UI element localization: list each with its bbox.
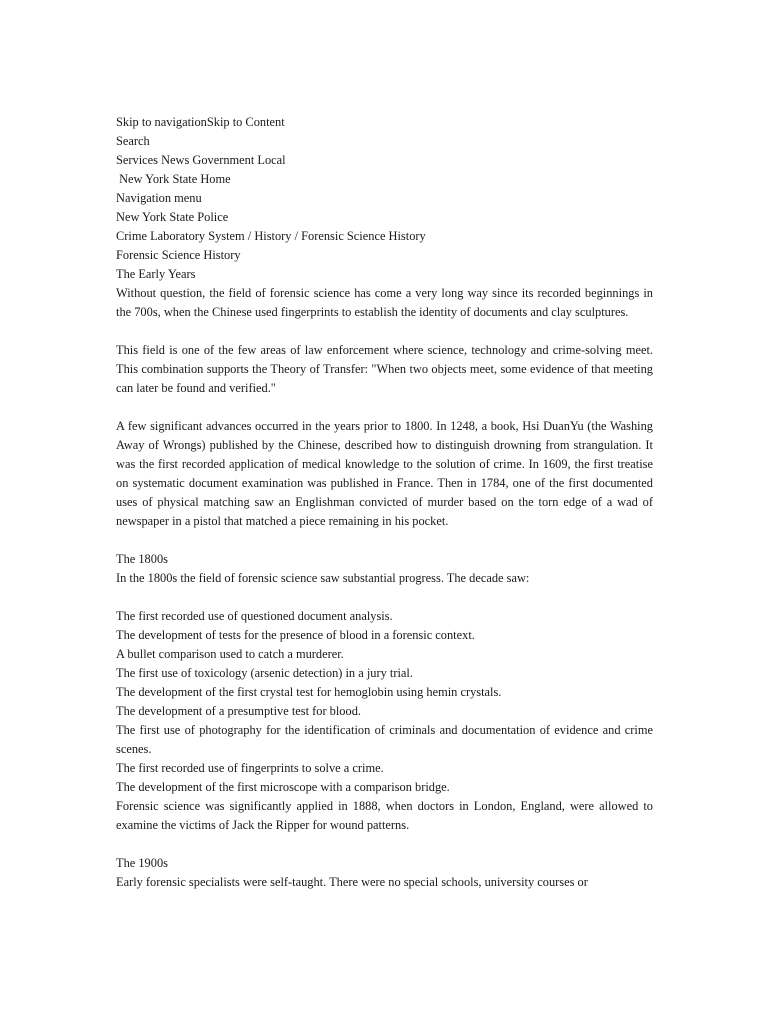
1800s-intro: In the 1800s the field of forensic science saw substantial progress. The decade saw: bbox=[116, 571, 530, 585]
skip-links bbox=[116, 113, 653, 132]
list-item: The first use of toxicology (arsenic detection) in a jury trial. bbox=[116, 666, 413, 680]
paragraph-gap bbox=[116, 322, 653, 341]
early-years-heading: The Early Years bbox=[116, 267, 196, 281]
skip-to-navigation-link[interactable]: Skip to navigation bbox=[116, 115, 207, 129]
paragraph-gap bbox=[116, 398, 653, 417]
list-item: The first recorded use of questioned document analysis. bbox=[116, 609, 393, 623]
list-item: The development of tests for the presence of blood in a forensic context. bbox=[116, 628, 475, 642]
agency-name-link[interactable]: New York State Police bbox=[116, 210, 229, 224]
list-item: A bullet comparison used to catch a murderer. bbox=[116, 647, 344, 661]
list-item: The development of the first crystal test for hemoglobin using hemin crystals. bbox=[116, 685, 502, 699]
list-item: Forensic science was significantly applied in 1888, when doctors in London, England, were allowed to examine the victims of Jack the Ripper for wound patterns. bbox=[116, 799, 653, 832]
1800s-list bbox=[116, 607, 653, 835]
early-years-paragraph-2: This field is one of the few areas of law enforcement where science, technology and crime-solving meet. This combination supports the Theory of Transfer: "When two objects meet, some evidence of that meeting can later be found and verified." bbox=[116, 343, 653, 395]
list-item: The first recorded use of fingerprints to solve a crime. bbox=[116, 761, 384, 775]
1800s-heading: The 1800s bbox=[116, 552, 168, 566]
skip-to-content-link[interactable]: Skip to Content bbox=[206, 115, 285, 129]
navigation-menu-button[interactable]: Navigation menu bbox=[116, 191, 202, 205]
list-item: The development of the first microscope with a comparison bridge. bbox=[116, 780, 450, 794]
search-link[interactable]: Search bbox=[116, 134, 150, 148]
paragraph-gap bbox=[116, 588, 653, 607]
top-nav-links[interactable]: Services News Government Local bbox=[116, 153, 286, 167]
paragraph-gap bbox=[116, 531, 653, 550]
list-item: The development of a presumptive test for blood. bbox=[116, 704, 361, 718]
early-years-paragraph-1: Without question, the field of forensic science has come a very long way since its recorded beginnings in the 700s, when the Chinese used fingerprints to establish the identity of documents and clay sculptures. bbox=[116, 286, 653, 319]
breadcrumb[interactable]: Crime Laboratory System / History / Forensic Science History bbox=[116, 229, 426, 243]
early-years-paragraph-3: A few significant advances occurred in the years prior to 1800. In 1248, a book, Hsi DuanYu (the Washing Away of Wrongs) published by the Chinese, described how to distinguish drowning from strangulation. It was the first recorded application of medical knowledge to the solution of crime. In 1609, the first treatise on systematic document examination was published in France. Then in 1784, one of the first documented uses of physical matching saw an Englishman convicted of murder based on the torn edge of a wad of newspaper in a pistol that matched a piece remaining in his pocket. bbox=[116, 419, 653, 528]
page-title: Forensic Science History bbox=[116, 248, 241, 262]
1900s-heading: The 1900s bbox=[116, 856, 168, 870]
1900s-paragraph: Early forensic specialists were self-taught. There were no special schools, university courses or bbox=[116, 875, 588, 889]
paragraph-gap bbox=[116, 835, 653, 854]
document-body bbox=[116, 113, 653, 892]
ny-state-home-label: New York State Home bbox=[116, 172, 231, 186]
ny-state-home-link[interactable] bbox=[116, 170, 653, 189]
list-item: The first use of photography for the identification of criminals and documentation of evidence and crime scenes. bbox=[116, 723, 653, 756]
